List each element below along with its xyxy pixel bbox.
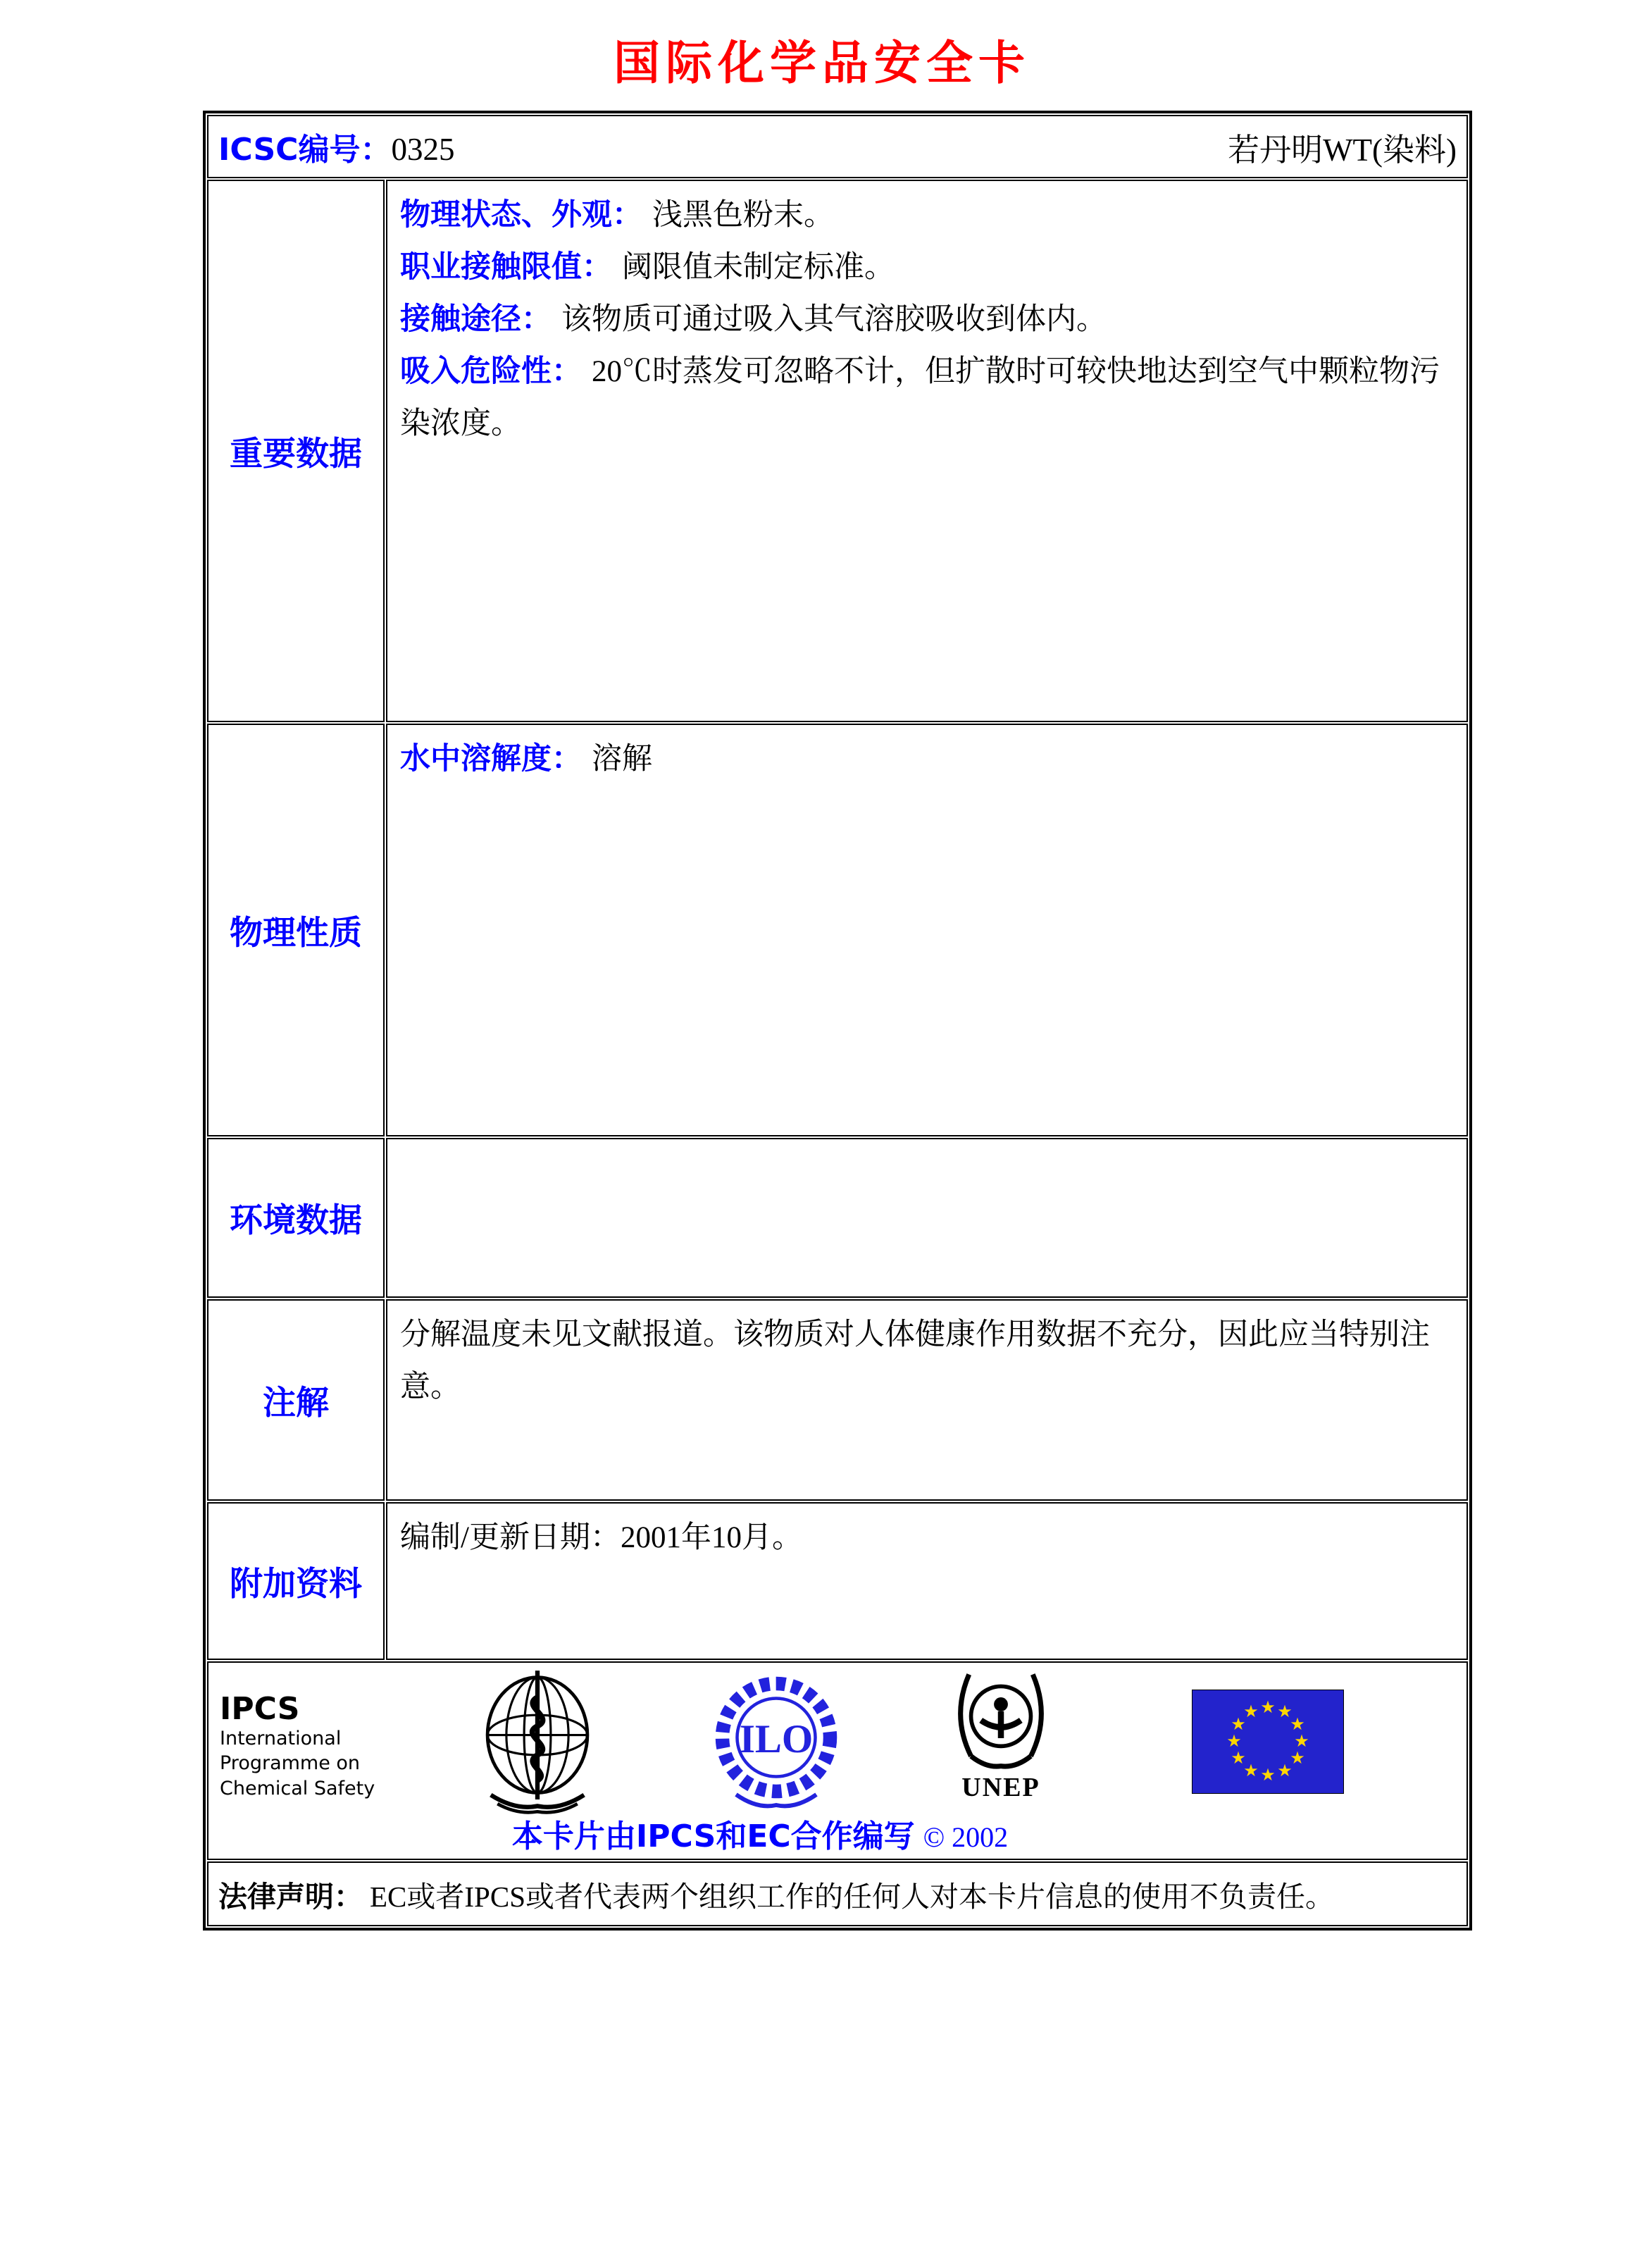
logos-cell xyxy=(207,1661,1468,1860)
credit-text: 本卡片由IPCS和EC合作编写 xyxy=(511,1818,915,1854)
svg-text:★: ★ xyxy=(1290,1748,1305,1768)
ipcs-line-2: Programme on xyxy=(220,1752,361,1775)
svg-text:★: ★ xyxy=(1231,1714,1246,1734)
svg-text:★: ★ xyxy=(1277,1702,1293,1721)
card-header-cell xyxy=(207,115,1468,178)
eu-flag-icon xyxy=(1192,1690,1344,1797)
ipcs-line-1: International xyxy=(220,1728,342,1750)
svg-text:★: ★ xyxy=(1277,1761,1293,1780)
ipcs-text-block xyxy=(220,1692,375,1801)
ilo-logo-icon xyxy=(713,1668,840,1818)
svg-text:★: ★ xyxy=(1226,1731,1242,1751)
section-label-physical-properties: 物理性质 xyxy=(207,724,385,1136)
ilo-letters: ILO xyxy=(739,1717,814,1761)
unep-logo-icon xyxy=(941,1668,1061,1803)
svg-text:★: ★ xyxy=(1260,1765,1276,1785)
section-content-important-data xyxy=(386,180,1468,722)
section-content-environmental-data xyxy=(386,1138,1468,1298)
field-physical-state: 物理状态、外观： 浅黑色粉末。 xyxy=(400,197,834,233)
field-update-date: 编制/更新日期：2001年10月。 xyxy=(400,1521,802,1554)
svg-text:★: ★ xyxy=(1290,1714,1305,1734)
field-water-solubility: 水中溶解度： 溶解 xyxy=(400,741,652,776)
section-label-environmental-data: 环境数据 xyxy=(207,1138,385,1298)
icsc-document-page xyxy=(0,25,1644,1931)
section-label-additional-info: 附加资料 xyxy=(207,1502,385,1660)
credit-year: © 2002 xyxy=(923,1821,1009,1853)
field-exposure-route: 接触途径： 该物质可通过吸入其气溶胶吸收到体内。 xyxy=(400,301,1107,337)
section-content-additional-info xyxy=(386,1502,1468,1660)
unep-label: UNEP xyxy=(961,1773,1040,1802)
icsc-card-table xyxy=(203,111,1472,1931)
section-row-environmental-data xyxy=(207,1138,1468,1298)
legal-cell xyxy=(207,1861,1468,1926)
logos-row xyxy=(207,1661,1468,1860)
chemical-name: 若丹明WT(染料) xyxy=(1228,132,1457,168)
section-row-notes xyxy=(207,1299,1468,1501)
credit-line xyxy=(208,1811,1312,1856)
ipcs-title: IPCS xyxy=(220,1691,300,1727)
card-header-row xyxy=(207,115,1468,178)
section-label-important-data: 重要数据 xyxy=(207,180,385,722)
svg-text:★: ★ xyxy=(1231,1748,1246,1768)
icsc-number-group xyxy=(218,124,454,169)
svg-text:★: ★ xyxy=(1260,1697,1276,1717)
icsc-number-value: 0325 xyxy=(391,132,455,167)
section-label-notes: 注解 xyxy=(207,1299,385,1501)
legal-row xyxy=(207,1861,1468,1926)
svg-text:★: ★ xyxy=(1243,1702,1259,1721)
section-row-physical-properties xyxy=(207,724,1468,1136)
legal-text: EC或者IPCS或者代表两个组织工作的任何人对本卡片信息的使用不负责任。 xyxy=(370,1880,1334,1913)
section-row-important-data xyxy=(207,180,1468,722)
svg-text:★: ★ xyxy=(1294,1731,1309,1751)
section-row-additional-info xyxy=(207,1502,1468,1660)
page-title: 国际化学品安全卡 xyxy=(614,36,1030,90)
field-inhalation-risk: 吸入危险性： 20℃时蒸发可忽略不计，但扩散时可较快地达到空气中颗粒物污染浓度。 xyxy=(400,353,1440,440)
who-logo-icon xyxy=(471,1668,604,1818)
legal-label: 法律声明： xyxy=(218,1879,363,1914)
field-exposure-limit: 职业接触限值： 阈限值未制定标准。 xyxy=(400,249,895,285)
svg-text:★: ★ xyxy=(1243,1761,1259,1780)
ipcs-line-3: Chemical Safety xyxy=(220,1777,375,1799)
field-notes-text: 分解温度未见文献报道。该物质对人体健康作用数据不充分，因此应当特别注意。 xyxy=(400,1318,1430,1403)
icsc-number-label: ICSC编号： xyxy=(218,132,392,168)
section-content-notes xyxy=(386,1299,1468,1501)
section-content-physical-properties xyxy=(386,724,1468,1136)
